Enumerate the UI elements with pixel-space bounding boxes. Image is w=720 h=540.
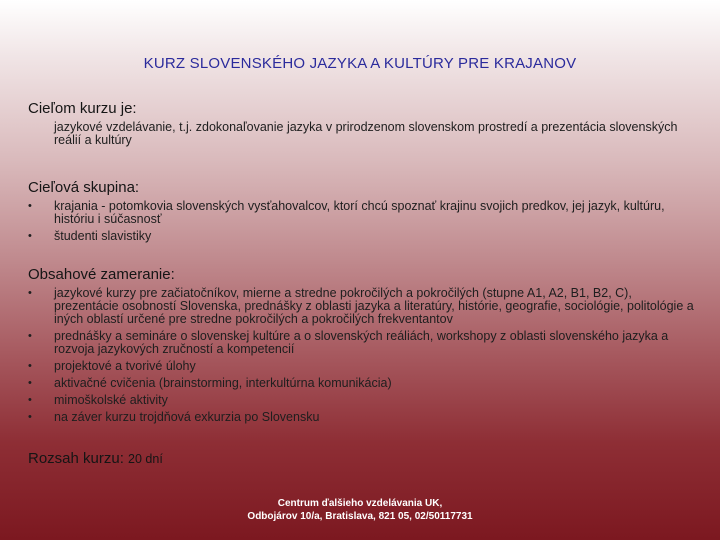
list-item: • prednášky a semináre o slovenskej kultúre a o slovenských reáliách, workshopy z oblasti slovenského jazyka a rozvoja jazykových zručností a kompetencií [28,330,698,356]
list-item: • jazykové kurzy pre začiatočníkov, mierne a stredne pokročilých a pokročilých (stupne A1, A2, B1, B2, C), prezentácie osobností Slovenska, prednášky z oblasti jazyka a literatúry, histórie, geografie, sociológie, politológie a iných oblastí určené pre stredne pokročilých a pokročilých frekventantov [28,287,698,326]
list-item: • študenti slavistiky [28,230,698,243]
footer-line-2: Odbojárov 10/a, Bratislava, 821 05, 02/50117731 [247,511,473,522]
list-item: • aktivačné cvičenia (brainstorming, interkultúrna komunikácia) [28,377,698,390]
footer [0,497,720,523]
footer-line-1: Centrum ďalšieho vzdelávania UK, [277,498,443,509]
content-heading: Obsahové zameranie: [28,266,175,283]
list-item: • krajania - potomkovia slovenských vysťahovalcov, ktorí chcú spoznať krajinu svojich predkov, jej jazyk, kultúru, históriu i súčasnosť [28,200,698,226]
list-item: • na záver kurzu trojdňová exkurzia po Slovensku [28,411,698,424]
duration-heading: Rozsah kurzu: [28,450,124,467]
list-item: • mimoškolské aktivity [28,394,698,407]
duration-section [28,450,698,467]
goal-text: jazykové vzdelávanie, t.j. zdokonaľovanie jazyka v prirodzenom slovenskom prostredí a prezentácia slovenských reálií a kultúry [54,120,678,147]
goal-section [28,100,698,147]
target-list [28,200,698,243]
slide-title: KURZ SLOVENSKÉHO JAZYKA A KULTÚRY PRE KRAJANOV [143,55,577,72]
duration-value: 20 dní [128,452,163,466]
content-section [28,266,698,424]
content-list [28,287,698,424]
target-heading: Cieľová skupina: [28,179,140,196]
goal-heading: Cieľom kurzu je: [28,100,137,117]
list-item: • projektové a tvorivé úlohy [28,360,698,373]
target-section [28,179,698,243]
